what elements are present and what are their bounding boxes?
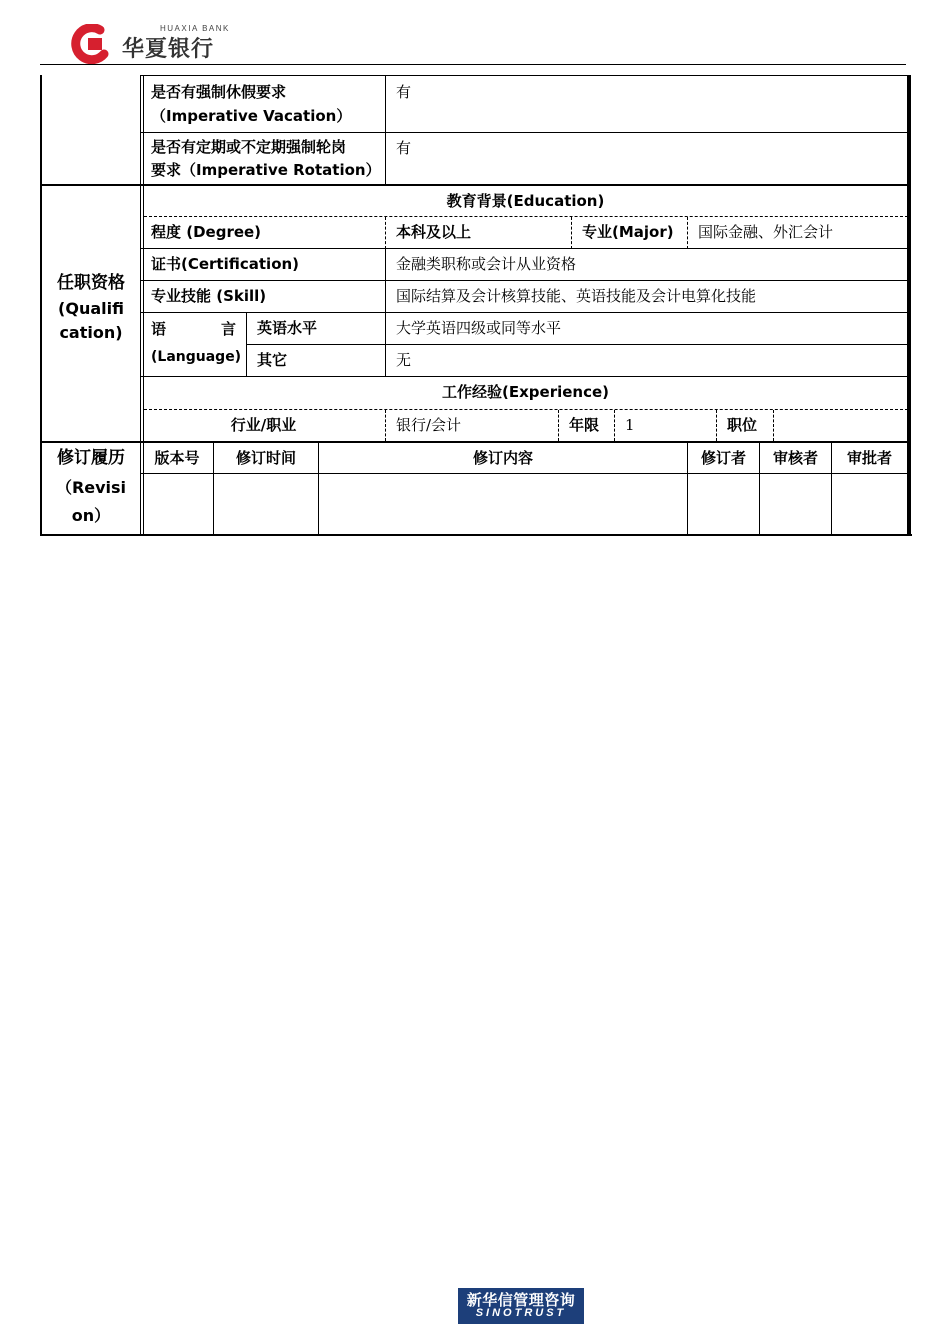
- table-border-right: [907, 75, 911, 536]
- revision-col-approver: 审批者: [846, 449, 892, 467]
- header-divider: [40, 64, 906, 65]
- huaxia-bank-logo-icon: [70, 24, 112, 64]
- sinotrust-logo-en: SINOTRUST: [475, 1307, 567, 1319]
- rotation-label: 是否有定期或不定期强制轮岗 要求（Imperative Rotation）: [151, 138, 381, 180]
- rotation-value: 有: [396, 139, 412, 157]
- table-border-bottom: [40, 534, 912, 536]
- sinotrust-logo-cn: 新华信管理咨询: [466, 1291, 576, 1309]
- table-border-top: [140, 75, 908, 76]
- language-label: 语 言 (Language): [151, 320, 242, 366]
- years-label: 年限: [569, 416, 600, 434]
- revision-col-date: 修订时间: [235, 449, 296, 467]
- revision-col-reviewer: 审核者: [772, 449, 818, 467]
- sinotrust-logo: [458, 1288, 584, 1324]
- degree-value: 本科及以上: [396, 223, 472, 241]
- degree-label: 程度 (Degree): [151, 223, 262, 241]
- revision-header-line: [141, 473, 908, 474]
- english-label: 英语水平: [257, 319, 318, 337]
- skill-label: 专业技能 (Skill): [151, 287, 267, 305]
- certification-value: 金融类职称或会计从业资格: [396, 255, 577, 273]
- revision-col-version: 版本号: [154, 449, 200, 467]
- education-header: 教育背景(Education): [446, 192, 605, 210]
- other-value: 无: [396, 351, 412, 369]
- other-label: 其它: [257, 351, 288, 369]
- industry-value: 银行/会计: [396, 416, 462, 434]
- vacation-value: 有: [396, 83, 412, 101]
- industry-label: 行业/职业: [230, 416, 297, 434]
- certification-label: 证书(Certification): [151, 255, 300, 273]
- revision-col-content: 修订内容: [472, 449, 533, 467]
- years-value: 1: [625, 416, 635, 434]
- revision-title: 修订履历 （Revisi on）: [55, 448, 127, 526]
- bank-name-en: HUAXIA BANK: [160, 24, 230, 33]
- position-label: 职位: [727, 416, 758, 434]
- page-header: [0, 0, 950, 70]
- english-value: 大学英语四级或同等水平: [396, 319, 562, 337]
- vacation-label: 是否有强制休假要求 （Imperative Vacation）: [151, 83, 352, 125]
- major-label: 专业(Major): [582, 223, 674, 241]
- skill-value: 国际结算及会计核算技能、英语技能及会计电算化技能: [396, 287, 757, 305]
- qualification-title: 任职资格 (Qualifi cation): [57, 273, 125, 342]
- revision-col-reviser: 修订者: [700, 449, 746, 467]
- job-description-table: [40, 75, 912, 536]
- bank-name-cn: 华夏银行: [122, 37, 215, 62]
- position-value: [774, 410, 907, 441]
- experience-header: 工作经验(Experience): [442, 383, 609, 401]
- major-value: 国际金融、外汇会计: [698, 223, 834, 241]
